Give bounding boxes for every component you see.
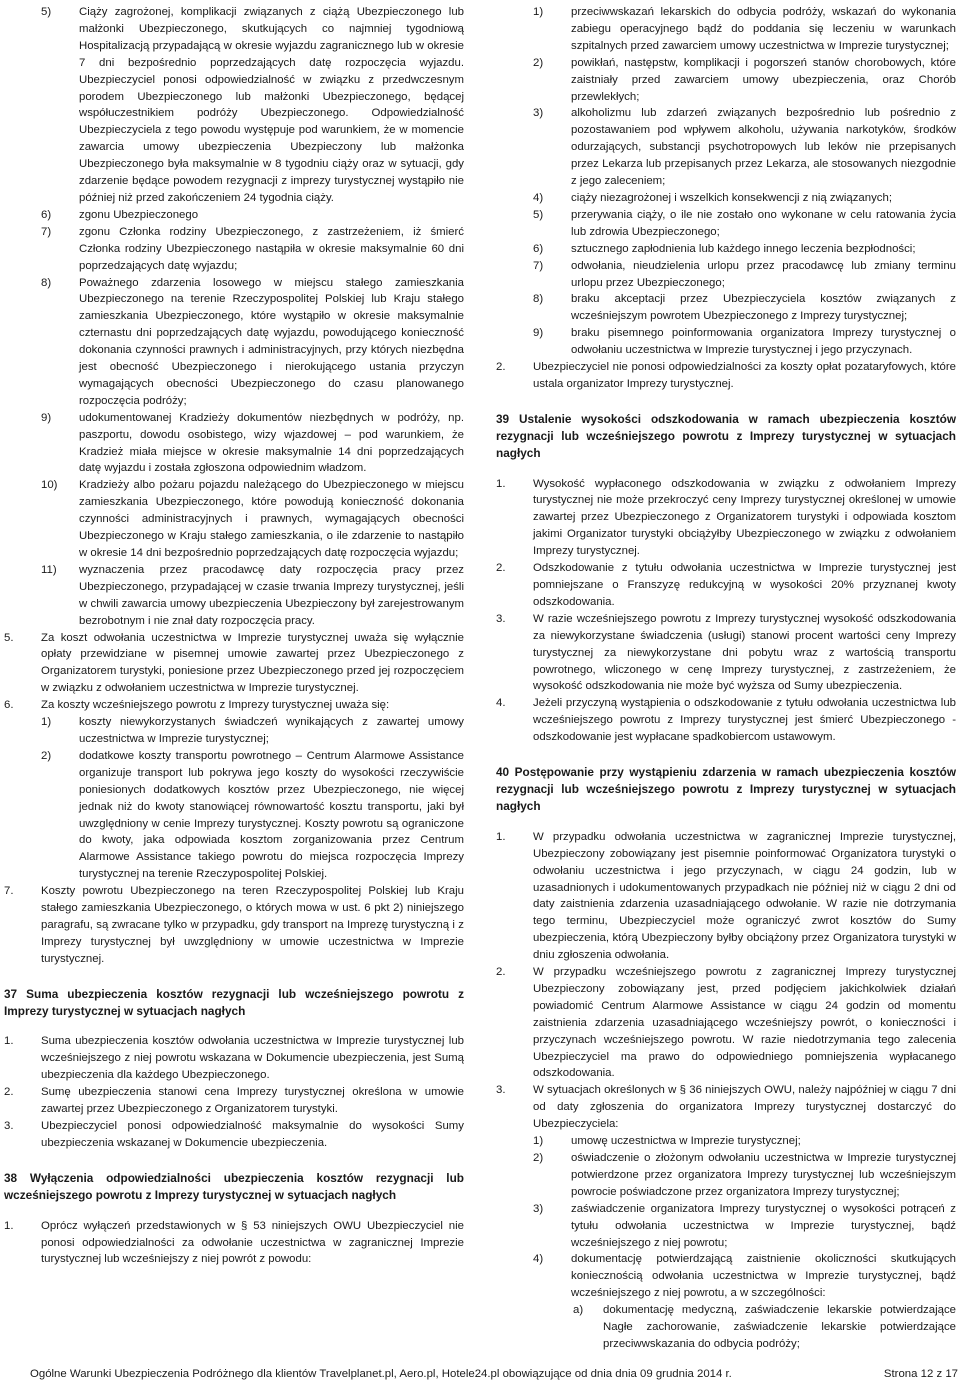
list-item-number: 1. <box>496 477 506 490</box>
list-item-number: 11) <box>41 563 57 576</box>
list-item <box>496 207 956 241</box>
list-item <box>496 291 956 325</box>
list-item-number: 10) <box>41 479 58 492</box>
list-item-number: 3. <box>4 1120 14 1132</box>
page-footer <box>30 1366 958 1382</box>
section-heading-39: 39 Ustalenie wysokości odszkodowania w ramach ubezpieczenia kosztów rezygnacji lub wcześniejszego powrotu z Imprezy turystycznej w sytuacjach nagłych <box>496 411 957 460</box>
section-40-3-sublist <box>496 1133 956 1302</box>
list-item <box>496 55 956 106</box>
section-38-list <box>4 1218 464 1269</box>
list-item <box>496 1201 956 1252</box>
list-item <box>496 190 956 207</box>
list-item-text: zaświadczenie organizatora Imprezy turystycznej o wysokości potrąceń z tytułu odwołania uczestnictwa w Imprezie turystycznej, bądź wcześniejszego z niej powrotu; <box>571 1202 956 1249</box>
list-item <box>496 4 956 55</box>
list-item-number: 4) <box>533 191 544 204</box>
list-item-number: 1. <box>4 1035 14 1048</box>
list-item-number: 2) <box>533 56 544 69</box>
list-item <box>4 207 464 224</box>
list-item-number: 1) <box>533 6 544 18</box>
list-item-text: W razie wcześniejszego powrotu z Imprezy turystycznej wysokość odszkodowania za niewykorzystane świadczenia (usługi) stanowi procent wartości ceny Imprezy turystycznej za niewykorzystane dni pobytu wraz z wartością transportu powrotnego, wliczonego w cenę Imprezy turystycznej, z zastrzeżeniem, że wysokość odszkodowania nie może być wyższa od Sumy ubezpieczenia. <box>533 612 956 693</box>
list-item <box>4 224 464 275</box>
section-40-3-4-sublist <box>496 1302 956 1353</box>
list-item-text: powikłań, następstw, komplikacji i pogorszeń stanów chorobowych, które zaistniały przed zawarciem umowy ubezpieczenia, oraz Chorób przewlekłych; <box>571 56 956 103</box>
list-item-number: 1) <box>41 716 52 729</box>
list-item-text: dodatkowe koszty transportu powrotnego – Centrum Alarmowe Assistance organizuje transport lub pokrywa jego koszty do wysokości rzeczywiście poniesionych dodatkowych kosztów przez Ubezpieczonego, nie więcej jednak niż do kwoty stanowiącej równowartość kosztu transportu, jaki był uwzględniony w cenie Imprezy turystycznej. Koszty powrotu są ograniczone do kwoty, jaka odpowiada kosztom zorganizowania przez Centrum Alarmowe Assistance takiego powrotu do miejsca rozpoczęcia Imprezy turystycznej na terenie Rzeczypospolitej Polskiej. <box>79 749 464 881</box>
section-40-list <box>496 829 956 1133</box>
list-item-number: 8) <box>533 293 544 306</box>
list-item-text: Suma ubezpieczenia kosztów odwołania uczestnictwa w Imprezie turystycznej lub wcześniejszego z niej powrotu wskazana w Dokumencie ubezpieczenia, jest Sumą ubezpieczenia dla każdego Ubezpieczonego. <box>41 1035 464 1082</box>
list-item-text: alkoholizmu lub zdarzeń związanych bezpośrednio lub pośrednio z pozostawaniem pod wpływem alkoholu, używania narkotyków, środków odurzających, substancji psychotropowych lub leków nie przepisanych przez Lekarza lub przepisanych przez Lekarza, ale stosowanych niezgodnie z jego zaleceniem; <box>571 107 956 188</box>
list-item <box>4 275 464 410</box>
list-item-number: 7) <box>41 225 52 238</box>
list-item-number: 1. <box>496 830 506 843</box>
exclusion-list-continued <box>4 4 464 630</box>
list-item-text: przeciwwskazań lekarskich do odbycia podróży, wskazań do wykonania zabiegu operacyjnego bądź do poddania się leczeniu w warunkach szpitalnych przed zawarciem umowy uczestnictwa w Imprezie turystycznej; <box>571 6 956 52</box>
page-number: Strona 12 z 17 <box>883 1368 958 1380</box>
list-item <box>4 410 464 478</box>
right-column <box>496 4 956 1353</box>
list-item <box>4 748 464 883</box>
list-item <box>496 1082 956 1133</box>
list-item-text: sztucznego zapłodnienia lub każdego innego leczenia bezpłodności; <box>571 242 916 255</box>
list-item <box>496 325 956 359</box>
list-item-number: 3) <box>533 1202 544 1215</box>
paragraph-6-list <box>4 714 464 883</box>
list-item-text: braku pisemnego poinformowania organizatora Imprezy turystycznej o odwołaniu uczestnictwa w Imprezie turystycznej i jego przyczynach. <box>571 327 956 357</box>
list-item <box>496 1150 956 1201</box>
list-item <box>496 611 956 696</box>
list-item <box>4 4 464 207</box>
list-item-number: 9) <box>41 411 52 424</box>
list-item <box>496 1251 956 1302</box>
list-item <box>496 1133 956 1150</box>
footer-text: Ogólne Warunki Ubezpieczenia Podróżnego dla klientów Travelplanet.pl, Aero.pl, Hotele24.pl obowiązujące od dnia dnia 09 grudnia 2014 r. <box>30 1368 732 1380</box>
list-item-text: wyznaczenia przez pracodawcę daty rozpoczęcia pracy przez Ubezpieczonego, przypadającej w czasie trwania Imprezy turystycznej, jeśli w chwili zawarcia umowy ubezpieczenia Ubezpieczony był zarejestrowanym bezrobotnym i nie znał daty rozpoczęcia pracy. <box>79 563 464 627</box>
list-item <box>4 714 464 748</box>
list-item-text: koszty niewykorzystanych świadczeń wynikających z zawartej umowy uczestnictwa w Imprezie turystycznej; <box>79 716 464 745</box>
list-item <box>496 476 956 561</box>
list-item-number: 3. <box>496 1084 506 1097</box>
list-item-text: odwołania, nieudzielenia urlopu przez pracodawcę lub zmiany terminu urlopu przez Ubezpieczonego; <box>571 259 956 289</box>
list-item-text: ciąży niezagrożonej i wszelkich konsekwencji z nią związanych; <box>571 191 892 204</box>
list-item-number: 2. <box>496 966 506 979</box>
list-item-text: W przypadku wcześniejszego powrotu z zagranicznej Imprezy turystycznej Ubezpieczony zobowiązany jest, przed podjęciem jakichkolwiek działań powiadomić Centrum Alarmowe Assistance w ciągu 24 godzin od momentu zaistnienia zdarzenia uzasadniającego wcześniejszy powrót, o konieczności i przyczynach wcześniejszego powrotu. W razie niedotrzymania tego zalecenia Ubezpieczyciel ma prawo do odpowiedniego pomniejszenia wypłacanego odszkodowania. <box>533 966 956 1080</box>
list-item <box>496 829 956 964</box>
list-item <box>496 560 956 611</box>
list-item <box>4 477 464 562</box>
list-item-number: 6) <box>533 242 544 255</box>
list-item-text: zgonu Członka rodziny Ubezpieczonego, z zastrzeżeniem, iż śmierć Członka rodziny Ubezpieczonego nastąpiła w okresie maksymalnie 60 dni poprzedzających datę wyjazdu; <box>79 225 464 272</box>
list-item-text: umowę uczestnictwa w Imprezie turystycznej; <box>571 1135 801 1148</box>
list-item-text: Ciąży zagrożonej, komplikacji związanych z ciążą Ubezpieczonego lub małżonki Ubezpieczonego, skutkujących co najmniej tygodniową Hospitalizacją przypadającą w okresie wyjazdu zagranicznego lub w okresie 7 dni bezpośrednio poprzedzających datę rozpoczęcia wyjazdu. Ubezpieczyciel ponosi odpowiedzialność w związku z przedwczesnym porodem Ubezpieczonego lub małżonki Ubezpieczonego, będącej współuczestnikiem podróży Ubezpieczonego. Odpowiedzialność Ubezpieczyciela z tego powodu występuje pod warunkiem, że w momencie zawarcia umowy ubezpieczenia Ubezpieczony lub małżonka Ubezpieczonego była maksymalnie w 8 tygodniu ciąży oraz w sytuacji, gdy zdarzenie będące powodem rezygnacji z imprezy turystycznej wystąpiło nie później niż przed zakończeniem 24 tygodnia ciąży. <box>79 6 464 204</box>
list-item <box>496 695 956 746</box>
list-item-text: Oprócz wyłączeń przedstawionych w § 53 niniejszych OWU Ubezpieczyciel nie ponosi odpowiedzialności za odwołanie uczestnictwa w zagranicznej Imprezie turystycznej lub wcześniejszy z niej powrót z powodu: <box>41 1219 464 1266</box>
list-item-number: 2. <box>4 1086 14 1099</box>
list-item <box>496 258 956 292</box>
list-item-number: 4) <box>533 1253 544 1266</box>
list-item <box>496 105 956 190</box>
list-item <box>4 1118 464 1152</box>
list-item-text: przerywania ciąży, o ile nie zostało ono wykonane w celu ratowania życia lub zdrowia Ubezpieczonego; <box>571 208 956 238</box>
paragraph-6: 6. Za koszty wcześniejszego powrotu z Imprezy turystycznej uważa się: <box>4 699 390 712</box>
list-item-text: W przypadku odwołania uczestnictwa w zagranicznej Imprezie turystycznej, Ubezpieczony zobowiązany jest pisemnie poinformować Organizatora turystyki o odwołaniu uczestnictwa i jego przyczynach, w ciągu 24 godzin, lub w uzasadnionych i udokumentowanych przypadkach nie później niż w ciągu 2 dni od daty zaistnienia zdarzenia uzasadniającego odwołanie. W razie nie dotrzymania tego terminu, Ubezpieczyciel może ograniczyć zwrot kosztów do Sumy ubezpieczenia, którą Ubezpieczony byłby obciążony przez Organizatora turystyki w dniu zgłoszenia odwołania. <box>533 830 956 962</box>
list-item-number: 1. <box>4 1219 14 1232</box>
section-heading-37: 37 Suma ubezpieczenia kosztów rezygnacji lub wcześniejszego powrotu z Imprezy turystycznej w sytuacjach nagłych <box>4 986 465 1018</box>
list-item-text: udokumentowanej Kradzieży dokumentów niezbędnych w podróży, np. paszportu, dowodu osobistego, wizy wjazdowej – pod warunkiem, że Kradzież miała miejsce w okresie maksymalnie 14 dni poprzedzających datę wyjazdu i została zgłoszona odpowiednim władzom. <box>79 411 464 475</box>
list-item <box>496 1302 956 1353</box>
list-item <box>496 241 956 258</box>
list-item-text: zgonu Ubezpieczonego <box>79 208 199 221</box>
list-item-text: Sumę ubezpieczenia stanowi cena Imprezy turystycznej określona w umowie zawartej przez Ubezpieczonego z Organizatorem turystyki. <box>41 1086 464 1116</box>
list-item <box>4 562 464 630</box>
list-item-text: braku akceptacji przez Ubezpieczyciela kosztów związanych z wcześniejszym powrotem Ubezpieczonego z Imprezy turystycznej; <box>571 293 956 323</box>
list-item-number: 5) <box>533 208 544 221</box>
exclusion-list <box>496 4 956 359</box>
paragraph-5: 5. Za koszt odwołania uczestnictwa w Imprezie turystycznej uważa się wyłącznie opłaty przewidziane w pisemnej umowie zawartej przez Ubezpieczonego z Organizatorem turystyki, poniesione przez Ubezpieczonego przed jej rozpoczęciem w związku z odwołaniem uczestnictwa w Imprezie turystycznej. <box>4 631 464 695</box>
list-item-number: 9) <box>533 327 544 340</box>
list-item-text: dokumentację medyczną, zaświadczenie lekarskie potwierdzające Nagłe zachorowanie, zaświadczenie lekarskie potwierdzające przeciwwskazania do odbycia podróży; <box>603 1304 956 1350</box>
paragraph-7: 7. Koszty powrotu Ubezpieczonego na teren Rzeczypospolitej Polskiej lub Kraju stałego zamieszkania Ubezpieczonego, o których mowa w ust. 6 pkt 2) niniejszego paragrafu, są zwracane tylko w przypadku, gdy transport na Imprezę turystyczną i z Imprezy turystycznej był uwzględniony w umowie uczestnictwa w Imprezie turystycznej. <box>4 885 464 965</box>
section-heading-38: 38 Wyłączenia odpowiedzialności ubezpieczenia kosztów rezygnacji lub wcześniejszego powrotu z Imprezy turystycznej w sytuacjach nagłych <box>4 1170 464 1202</box>
list-item-number: 6) <box>41 208 52 221</box>
list-item-number: 3) <box>533 107 544 120</box>
list-item-text: Kradzieży albo pożaru pojazdu należącego do Ubezpieczonego w miejscu zamieszkania Ubezpieczonego, które powodują konieczność dokonania czynności administracyjnych i prawnych, wymagających obecności Ubezpieczonego w Kraju stałego zamieszkania, o ile zdarzenie to nastąpiło w okresie 14 dni bezpośrednio poprzedzających datę rozpoczęcia wyjazdu; <box>79 479 464 559</box>
section-39-list <box>496 476 956 747</box>
section-37-list <box>4 1033 464 1151</box>
list-item-text: Poważnego zdarzenia losowego w miejscu stałego zamieszkania Ubezpieczonego na terenie Rzeczypospolitej Polskiej lub Kraju stałego zamieszkania Ubezpieczonego, które wystąpiło w okresie maksymalnie czternastu dni poprzedzających datę wyjazdu, powodującego konieczność dokonania czynności prawnych i administracyjnych, przy których niezbędna jest obecność Ubezpieczonego i nierokującego ustania przyczyn wymagających obecności Ubezpieczonego do czasu planowanego rozpoczęcia podróży; <box>79 276 464 407</box>
list-item-number: a) <box>573 1304 584 1317</box>
list-item-number: 7) <box>533 259 544 272</box>
list-item-number: 4. <box>496 697 506 710</box>
list-item-text: Ubezpieczyciel ponosi odpowiedzialność maksymalnie do wysokości Sumy ubezpieczenia wskazanej w Dokumencie ubezpieczenia. <box>41 1120 464 1149</box>
section-heading-40: 40 Postępowanie przy wystąpieniu zdarzenia w ramach ubezpieczenia kosztów rezygnacji lub wcześniejszego powrotu z Imprezy turystycznej w sytuacjach nagłych <box>496 765 956 813</box>
list-item-text: W sytuacjach określonych w § 36 niniejszych OWU, należy najpóźniej w ciągu 7 dni od daty zgłoszenia do organizatora Imprezy turystycznej dostarczyć do Ubezpieczyciela: <box>533 1084 956 1131</box>
left-column <box>4 4 464 1268</box>
list-item-text: Jeżeli przyczyną wystąpienia o odszkodowanie z tytułu odwołania uczestnictwa lub wcześniejszego powrotu z Imprezy turystycznej jest śmierć Ubezpieczonego - odszkodowanie jest wypłacane spadkobiercom ustawowym. <box>533 697 956 744</box>
list-item <box>4 1033 464 1084</box>
list-item <box>496 964 956 1082</box>
list-item-number: 3. <box>496 612 506 625</box>
list-item-number: 1) <box>533 1135 544 1148</box>
list-item-text: Odszkodowanie z tytułu odwołania uczestnictwa w Imprezie turystycznej jest pomniejszane o Franszyzę redukcyjną w wysokości 20% przyznanej kwoty odszkodowania. <box>533 562 956 608</box>
list-item-text: Wysokość wypłaconego odszkodowania w związku z odwołaniem Imprezy turystycznej nie może przekroczyć ceny Imprezy turystycznej określonej w umowie zawartej przez Ubezpieczonego z Organizatorem turystyki i odpowiada kosztom jakimi Organizator turystyki obciążyłby Ubezpieczonego w związku z odwołaniem Imprezy turystycznej. <box>533 477 956 558</box>
list-item-number: 2. <box>496 562 506 575</box>
list-item <box>4 1218 464 1269</box>
list-item-number: 8) <box>41 276 52 289</box>
list-item-number: 5) <box>41 6 52 18</box>
list-item-number: 2) <box>41 749 52 762</box>
list-item-text: dokumentację potwierdzającą zaistnienie okoliczności skutkujących koniecznością odwołania uczestnictwa w Imprezie turystycznej, bądź wcześniejszego z niej powrotu, a w szczególności: <box>571 1253 956 1300</box>
list-item-number: 2) <box>533 1152 544 1164</box>
paragraph-2: 2. Ubezpieczyciel nie ponosi odpowiedzialności za koszty opłat pozataryfowych, które ustala organizator Imprezy turystycznej. <box>496 361 956 390</box>
list-item-text: oświadczenie o złożonym odwołaniu uczestnictwa w Imprezie turystycznej potwierdzone przez organizatora Imprezy turystycznej lub wcześniejszym powrocie poświadczone przez organizatora Imprezy turystycznej; <box>571 1152 956 1198</box>
list-item <box>4 1084 464 1118</box>
